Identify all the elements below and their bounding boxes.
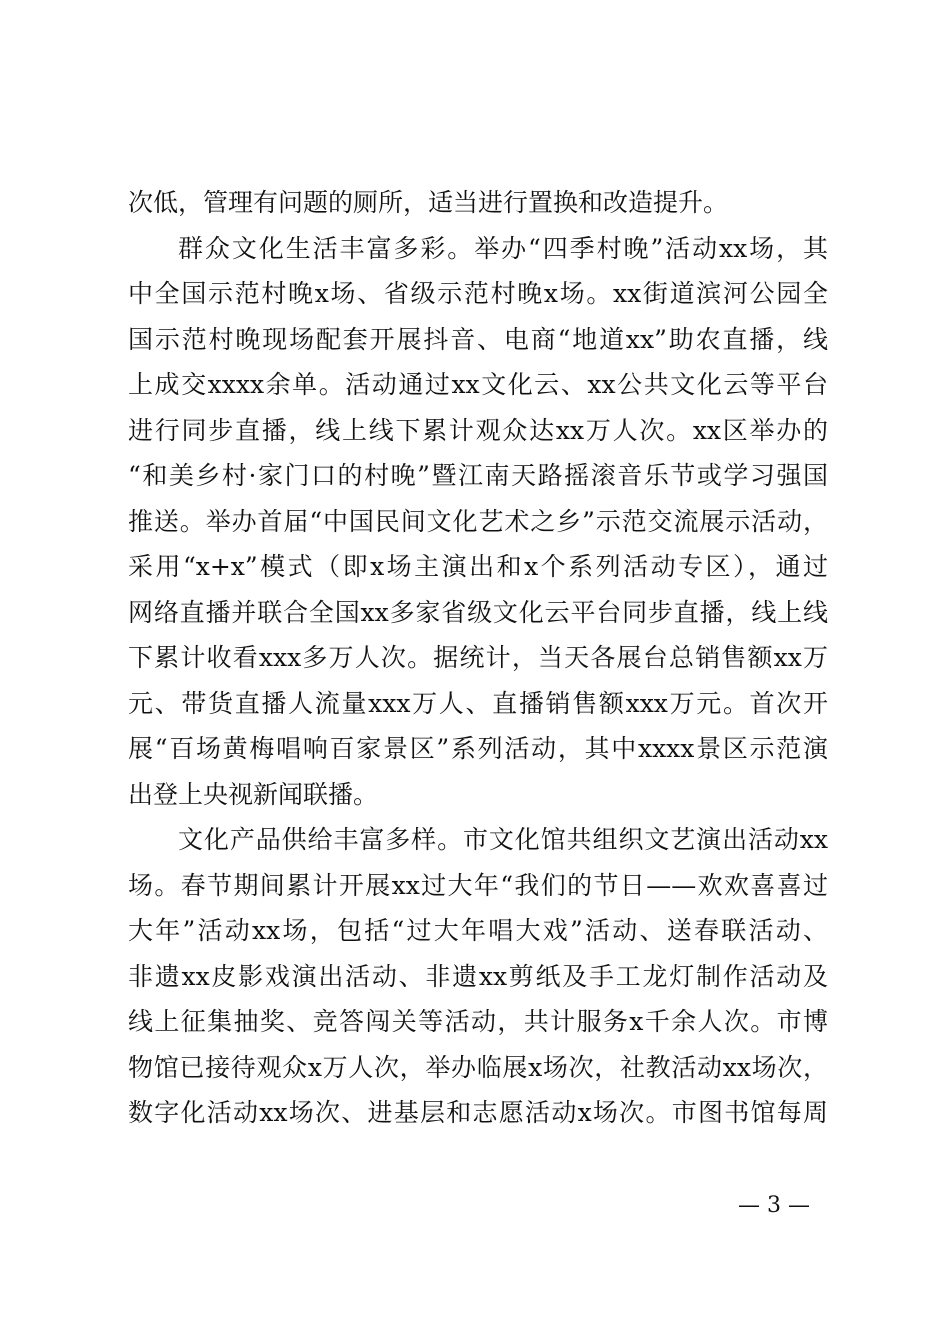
text-line: 网络直播并联合全国xx多家省级文化云平台同步直播，线上线: [128, 597, 828, 627]
text-line: 元、带货直播人流量xxx万人、直播销售额xxx万元。首次开: [128, 688, 828, 718]
text-line: 下累计收看xxx多万人次。据统计，当天各展台总销售额xx万: [128, 643, 828, 672]
page-number: — 3 —: [738, 1193, 810, 1218]
text-line: 国示范村晚现场配套开展抖音、电商“地道xx”助农直播，线: [128, 324, 828, 354]
paragraph-heading-line: 文化产品供给丰富多样。市文化馆共组织文艺演出活动xx: [178, 825, 828, 854]
text-line: 大年”活动xx场，包括“过大年唱大戏”活动、送春联活动、: [128, 916, 828, 945]
text-line: 进行同步直播，线上线下累计观众达xx万人次。xx区举办的: [128, 415, 828, 445]
text-line: 非遗xx皮影戏演出活动、非遗xx剪纸及手工龙灯制作活动及: [128, 961, 828, 991]
document-body: [128, 180, 828, 1136]
text-line: 次低，管理有问题的厕所，适当进行置换和改造提升。: [128, 188, 729, 217]
text-line: 物馆已接待观众x万人次，举办临展x场次，社教活动xx场次，: [128, 1052, 828, 1082]
text-line: 展“百场黄梅唱响百家景区”系列活动，其中xxxx景区示范演: [128, 734, 828, 763]
text-line: 中全国示范村晚x场、省级示范村晚x场。xx街道滨河公园全: [128, 279, 828, 308]
text-line: “和美乡村·家门口的村晚”暨江南天路摇滚音乐节或学习强国: [128, 461, 828, 490]
text-line: 上成交xxxx余单。活动通过xx文化云、xx公共文化云等平台: [128, 370, 828, 399]
paragraph-heading-line: 群众文化生活丰富多彩。举办“四季村晚”活动xx场，其: [178, 233, 828, 263]
text-line: 采用“x+x”模式（即x场主演出和x个系列活动专区），通过: [128, 552, 828, 581]
text-line: 场。春节期间累计开展xx过大年“我们的节日——欢欢喜喜过: [128, 870, 828, 900]
text-line: 线上征集抽奖、竞答闯关等活动，共计服务x千余人次。市博: [128, 1007, 828, 1036]
text-line: 数字化活动xx场次、进基层和志愿活动x场次。市图书馆每周: [128, 1098, 828, 1127]
text-line: 推送。举办首届“中国民间文化艺术之乡”示范交流展示活动，: [128, 506, 828, 536]
text-line: 出登上央视新闻联播。: [128, 779, 379, 809]
